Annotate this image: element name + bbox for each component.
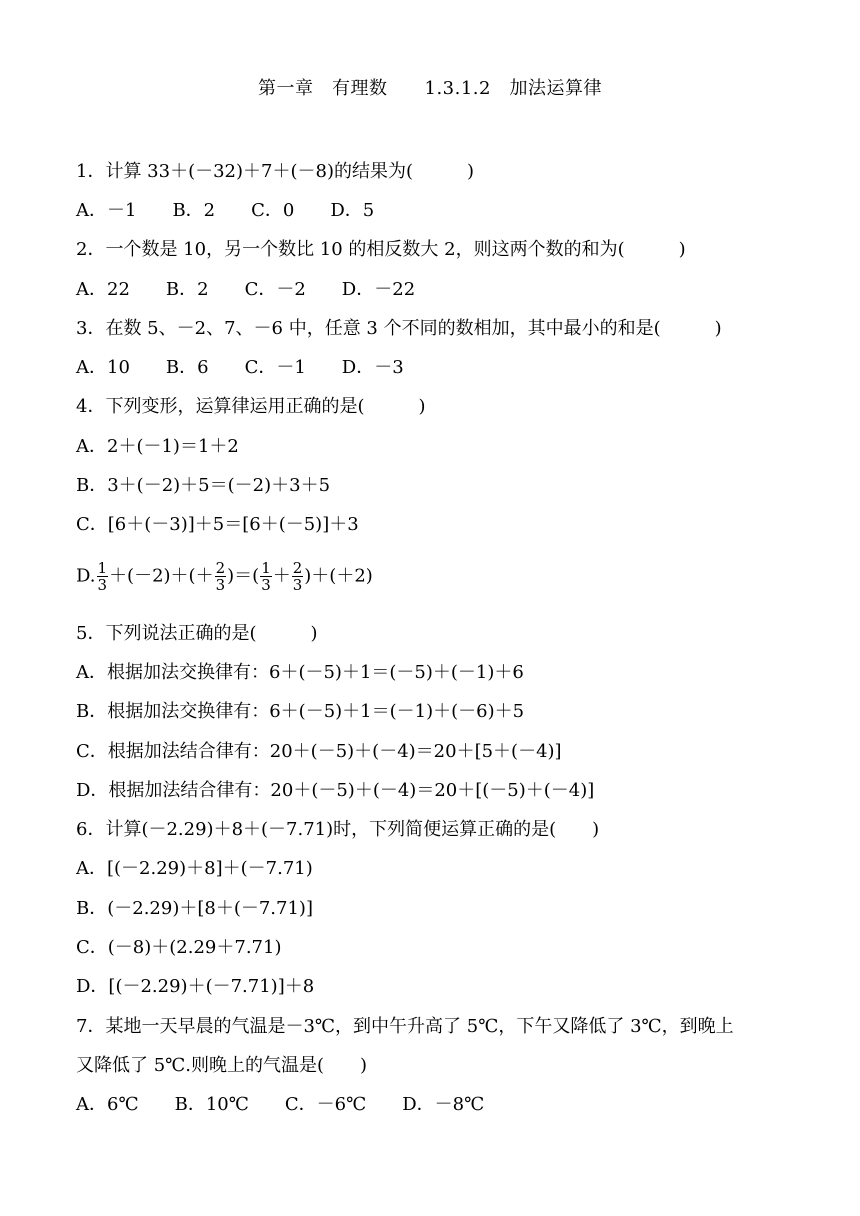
q4d-part3: )＝(	[227, 565, 260, 587]
q5-option-a: A．根据加法交换律有：6＋(－5)＋1＝(－5)＋(－1)＋6	[76, 662, 524, 683]
q7-options: A．6℃ B．10℃ C．－6℃ D．－8℃	[76, 1094, 485, 1115]
fraction: $\frac{2}{3}$	[215, 559, 226, 594]
q6-option-b: B．(－2.29)＋[8＋(－7.71)]	[76, 898, 313, 919]
q6-option-c: C．(－8)＋(2.29＋7.71)	[76, 937, 282, 958]
q4d-part4: ＋	[272, 565, 291, 587]
q1-options: A．－1 B．2 C．0 D．5	[76, 200, 375, 221]
q4d-part5: )＋(＋2)	[304, 565, 373, 587]
fraction: $\frac{1}{3}$	[97, 559, 108, 594]
q6-stem: 6．计算(－2.29)＋8＋(－7.71)时，下列简便运算正确的是( )	[76, 819, 600, 840]
q4d-part2: ＋(－2)＋(＋	[109, 565, 214, 587]
q4-option-d	[76, 560, 830, 593]
q4-option-b: B．3＋(－2)＋5＝(－2)＋3＋5	[76, 475, 331, 496]
fraction: $\frac{2}{3}$	[292, 559, 303, 594]
q5-option-b: B．根据加法交换律有：6＋(－5)＋1＝(－1)＋(－6)＋5	[76, 701, 525, 722]
q4d-label: D.	[76, 565, 96, 587]
q5-option-c: C．根据加法结合律有：20＋(－5)＋(－4)＝20＋[5＋(－4)]	[76, 741, 562, 762]
q3-stem: 3．在数 5、－2、7、－6 中，任意 3 个不同的数相加，其中最小的和是( )	[76, 318, 722, 339]
q4-stem: 4．下列变形，运算律运用正确的是( )	[76, 396, 426, 417]
q1-stem: 1．计算 33＋(－32)＋7＋(－8)的结果为( )	[76, 161, 475, 182]
q2-options: A．22 B．2 C．－2 D．－22	[76, 279, 416, 300]
q5-option-d: D．根据加法结合律有：20＋(－5)＋(－4)＝20＋[(－5)＋(－4)]	[76, 780, 595, 801]
q2-stem: 2．一个数是 10，另一个数比 10 的相反数大 2，则这两个数的和为( )	[76, 239, 686, 260]
q5-stem: 5．下列说法正确的是( )	[76, 623, 318, 644]
q4-option-a: A．2＋(－1)＝1＋2	[76, 436, 239, 457]
q7-stem-line1: 7．某地一天早晨的气温是－3℃，到中午升高了 5℃，下午又降低了 3℃，到晚上	[76, 1016, 734, 1037]
q4-option-c: C．[6＋(－3)]＋5＝[6＋(－5)]＋3	[76, 514, 359, 535]
q6-option-a: A．[(－2.29)＋8]＋(－7.71)	[76, 858, 313, 879]
fraction: $\frac{1}{3}$	[261, 559, 271, 594]
q3-options: A．10 B．6 C．－1 D．－3	[76, 357, 404, 378]
q6-option-d: D．[(－2.29)＋(－7.71)]＋8	[76, 976, 315, 997]
q7-stem-line2: 又降低了 5℃.则晚上的气温是( )	[76, 1055, 368, 1076]
page-title: 第一章 有理数 1.3.1.2 加法运算律	[258, 78, 602, 99]
